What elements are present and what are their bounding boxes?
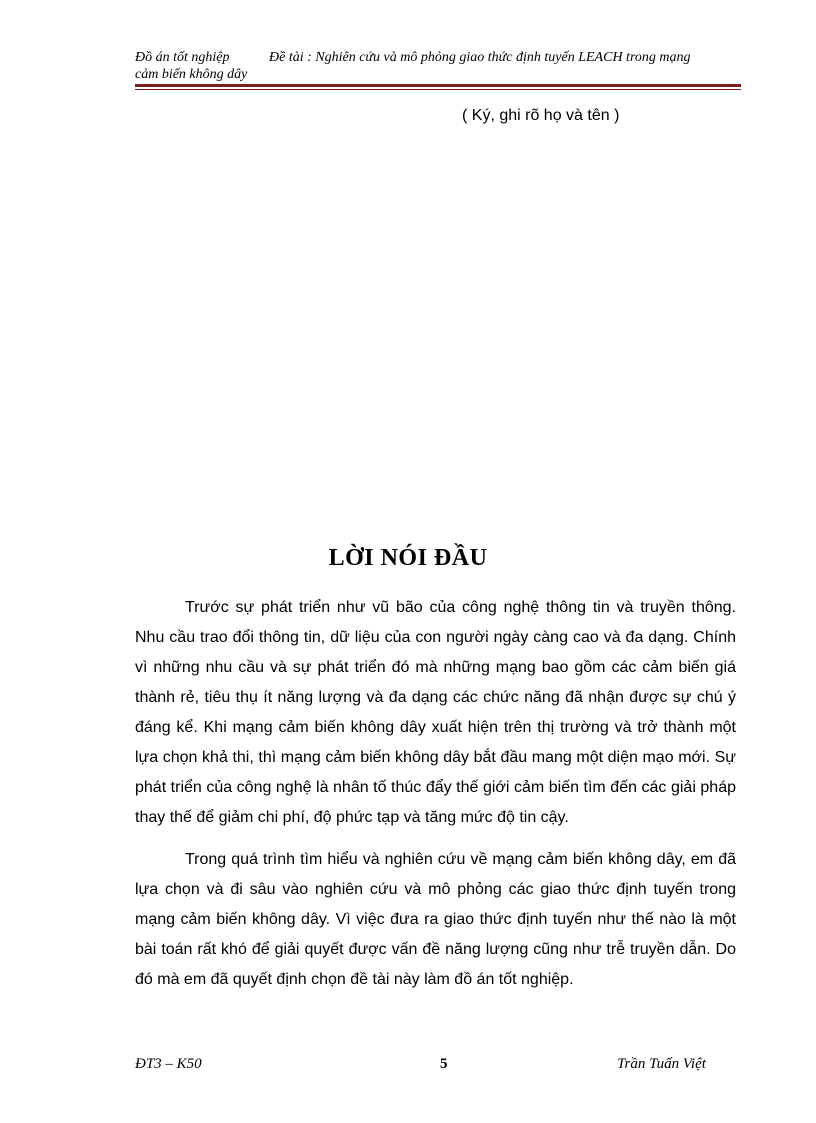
header-document-type: Đồ án tốt nghiệp bbox=[135, 50, 230, 65]
header-topic-continued: cảm biến không dây bbox=[135, 67, 248, 82]
signature-note: ( Ký, ghi rõ họ và tên ) bbox=[462, 107, 620, 124]
page-header bbox=[135, 46, 741, 86]
section-title: LỜI NÓI ĐẦU bbox=[328, 545, 488, 571]
header-rule-thin bbox=[135, 89, 741, 90]
footer-author: Trần Tuấn Việt bbox=[617, 1056, 706, 1072]
paragraph-text: Trước sự phát triển như vũ bão của công nghệ thông tin và truyền thông. Nhu cầu trao đổi thông tin, dữ liệu của con người ngày càng cao và đa dạng. Chính vì những nhu cầu và sự phát triển đó mà những mạng bao gồm các cảm biến giá thành rẻ, tiêu thụ ít năng lượng và đa dạng các chức năng đã nhận được sự chú ý đáng kể. Khi mạng cảm biến không dây xuất hiện trên thị trường và trở thành một lựa chọn khả thi, thì mạng cảm biến không dây bắt đầu mang một diện mạo mới. Sự phát triển của công nghệ là nhân tố thúc đẩy thế giới cảm biến tìm đến các giải pháp thay thế để giảm chi phí, độ phức tạp và tăng mức độ tin cậy. bbox=[135, 599, 736, 826]
paragraph bbox=[135, 845, 736, 995]
paragraph-text: Trong quá trình tìm hiểu và nghiên cứu về mạng cảm biến không dây, em đã lựa chọn và đi sâu vào nghiên cứu và mô phỏng các giao thức định tuyến trong mạng cảm biến không dây. Vì việc đưa ra giao thức định tuyến như thế nào là một bài toán rất khó để giải quyết được vấn đề năng lượng cũng như trễ truyền dẫn. Do đó mà em đã quyết định chọn đề tài này làm đồ án tốt nghiệp. bbox=[135, 851, 736, 988]
header-rule-thick bbox=[135, 84, 741, 87]
page-number: 5 bbox=[440, 1056, 448, 1072]
header-topic: Đề tài : Nghiên cứu và mô phỏng giao thức định tuyến LEACH trong mạng bbox=[269, 50, 691, 65]
paragraph bbox=[135, 593, 736, 833]
footer-class: ĐT3 – K50 bbox=[135, 1056, 202, 1072]
